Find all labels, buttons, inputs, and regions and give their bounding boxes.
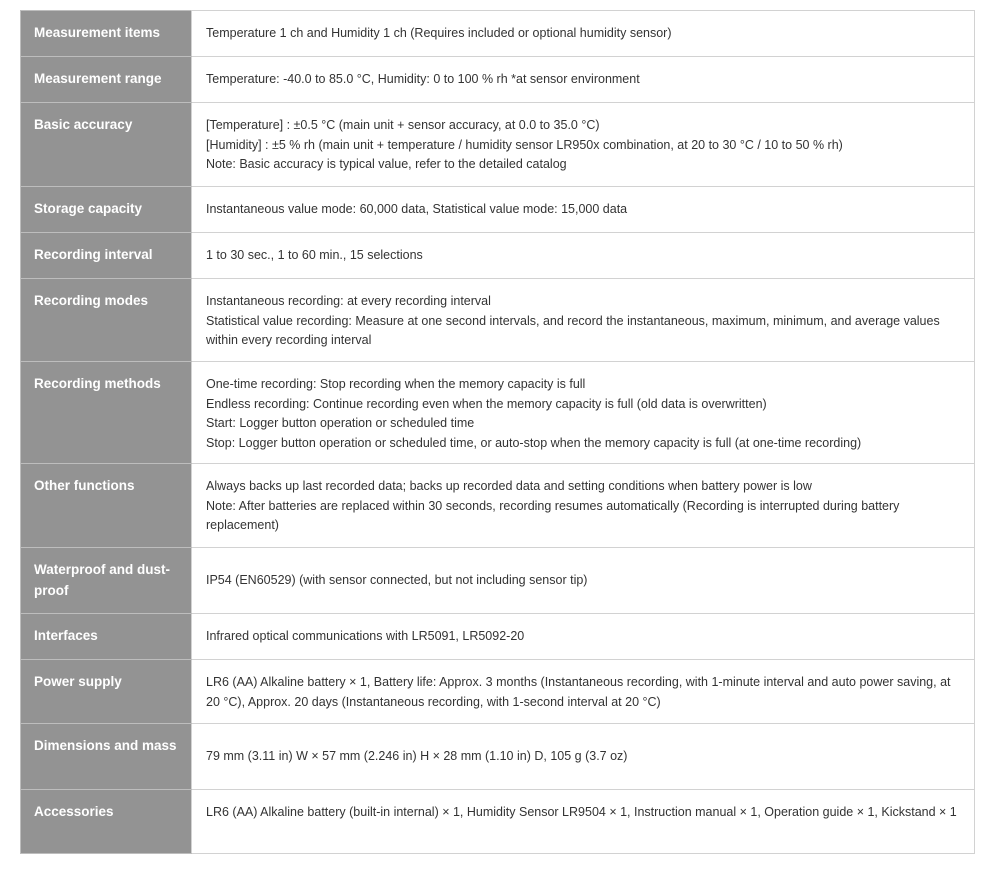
spec-value-line: Statistical value recording: Measure at one second intervals, and record the instantaneous, maximum, minimum, and average values within every recording interval [206, 313, 940, 347]
spec-row [21, 279, 975, 362]
spec-label: Power supply [21, 660, 192, 724]
spec-label: Waterproof and dust-proof [21, 548, 192, 614]
spec-value-line: Note: After batteries are replaced within 30 seconds, recording resumes automatically (Recording is interrupted during battery replacement) [206, 498, 900, 532]
spec-value-line: Always backs up last recorded data; backs up recorded data and setting conditions when battery power is low [206, 479, 812, 493]
spec-row [21, 103, 975, 187]
spec-value [192, 103, 975, 187]
spec-label: Measurement items [21, 11, 192, 57]
spec-value-line: [Humidity] : ±5 % rh (main unit + temperature / humidity sensor LR950x combination, at 20 to 30 °C / 10 to 50 % rh) [206, 137, 843, 152]
spec-row [21, 187, 975, 233]
spec-row [21, 660, 975, 724]
spec-row [21, 548, 975, 614]
spec-value-line: LR6 (AA) Alkaline battery (built-in internal) × 1, Humidity Sensor LR9504 × 1, Instruction manual × 1, Operation guide × 1, Kickstand × 1 [206, 805, 957, 819]
spec-label: Interfaces [21, 614, 192, 660]
spec-value-line: [Temperature] : ±0.5 °C (main unit + sensor accuracy, at 0.0 to 35.0 °C) [206, 118, 600, 132]
spec-value [192, 362, 975, 464]
spec-value-line: 1 to 30 sec., 1 to 60 min., 15 selections [206, 248, 423, 262]
spec-label: Other functions [21, 464, 192, 548]
spec-label: Dimensions and mass [21, 724, 192, 790]
spec-value [192, 724, 975, 790]
spec-label: Recording interval [21, 233, 192, 279]
spec-row [21, 790, 975, 854]
spec-value [192, 790, 975, 854]
spec-value-line: 79 mm (3.11 in) W × 57 mm (2.246 in) H × 28 mm (1.10 in) D, 105 g (3.7 oz) [206, 748, 628, 763]
spec-row [21, 57, 975, 103]
spec-value-line: Endless recording: Continue recording even when the memory capacity is full (old data is overwritten) [206, 396, 767, 411]
spec-value [192, 187, 975, 233]
spec-value-line: Start: Logger button operation or scheduled time [206, 416, 475, 430]
spec-row [21, 362, 975, 464]
spec-value [192, 660, 975, 724]
spec-value-line: Note: Basic accuracy is typical value, refer to the detailed catalog [206, 157, 567, 171]
spec-table [20, 10, 975, 854]
spec-value [192, 11, 975, 57]
spec-value-line: Temperature: -40.0 to 85.0 °C, Humidity: 0 to 100 % rh *at sensor environment [206, 72, 640, 86]
spec-value [192, 464, 975, 548]
spec-value-line: IP54 (EN60529) (with sensor connected, but not including sensor tip) [206, 572, 588, 587]
spec-value-line: Instantaneous recording: at every recording interval [206, 294, 491, 308]
spec-label: Storage capacity [21, 187, 192, 233]
spec-row [21, 11, 975, 57]
spec-value-line: Temperature 1 ch and Humidity 1 ch (Requires included or optional humidity sensor) [206, 26, 672, 40]
spec-label: Recording modes [21, 279, 192, 362]
spec-row [21, 724, 975, 790]
spec-label: Measurement range [21, 57, 192, 103]
spec-value-line: LR6 (AA) Alkaline battery × 1, Battery life: Approx. 3 months (Instantaneous recording, with 1-minute interval and auto power saving, at 20 °C), Approx. 20 days (Instantaneous recording, with 1-second interval at 20 °C) [206, 675, 951, 709]
spec-label: Accessories [21, 790, 192, 854]
spec-table-body [21, 11, 975, 854]
spec-value [192, 548, 975, 614]
spec-label: Recording methods [21, 362, 192, 464]
spec-value [192, 233, 975, 279]
spec-label: Basic accuracy [21, 103, 192, 187]
spec-value [192, 279, 975, 362]
spec-value-line: One-time recording: Stop recording when the memory capacity is full [206, 377, 586, 391]
spec-value-line: Stop: Logger button operation or scheduled time, or auto-stop when the memory capacity is full (at one-time recording) [206, 435, 862, 450]
spec-value [192, 614, 975, 660]
spec-value-line: Instantaneous value mode: 60,000 data, Statistical value mode: 15,000 data [206, 202, 628, 216]
spec-row [21, 233, 975, 279]
spec-value-line: Infrared optical communications with LR5091, LR5092-20 [206, 629, 525, 643]
spec-value [192, 57, 975, 103]
spec-row [21, 464, 975, 548]
spec-row [21, 614, 975, 660]
